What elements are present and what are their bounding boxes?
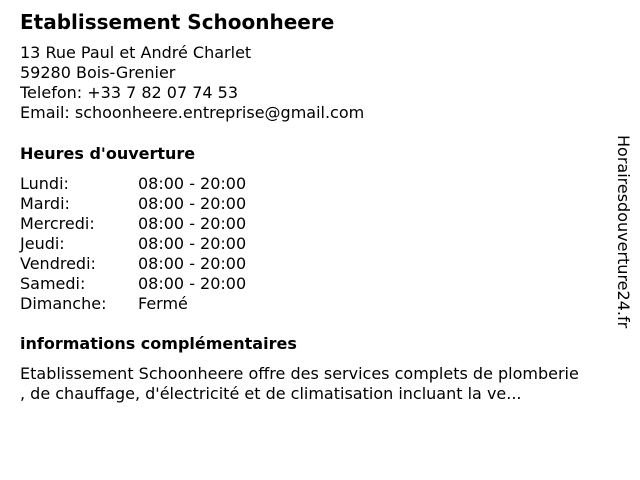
hours-time: 08:00 - 20:00	[138, 174, 247, 193]
contact-block	[20, 43, 364, 123]
hours-row-wednesday	[20, 214, 320, 234]
hours-row-tuesday	[20, 194, 320, 214]
hours-day: Samedi:	[20, 274, 86, 293]
hours-day: Vendredi:	[20, 254, 96, 273]
business-name: Etablissement Schoonheere	[20, 10, 335, 34]
hours-time: 08:00 - 20:00	[138, 234, 247, 253]
description-line: , de chauffage, d'électricité et de climatisation incluant la ve...	[20, 384, 522, 403]
hours-time: 08:00 - 20:00	[138, 254, 247, 273]
description-line: Etablissement Schoonheere offre des services complets de plomberie	[20, 364, 579, 383]
hours-row-monday	[20, 174, 320, 194]
business-description	[20, 364, 625, 404]
hours-row-friday	[20, 254, 320, 274]
hours-day: Mercredi:	[20, 214, 95, 233]
email-line: Email: schoonheere.entreprise@gmail.com	[20, 103, 365, 122]
hours-heading: Heures d'ouverture	[20, 144, 196, 163]
hours-time: 08:00 - 20:00	[138, 274, 247, 293]
hours-row-saturday	[20, 274, 320, 294]
hours-time: 08:00 - 20:00	[138, 194, 247, 213]
phone-line: Telefon: +33 7 82 07 74 53	[20, 83, 239, 102]
address-street: 13 Rue Paul et André Charlet	[20, 43, 252, 62]
hours-day: Dimanche:	[20, 294, 107, 313]
site-watermark: Horairesdouverture24.fr	[614, 135, 633, 329]
info-heading: informations complémentaires	[20, 334, 297, 353]
hours-time: 08:00 - 20:00	[138, 214, 247, 233]
address-city: 59280 Bois-Grenier	[20, 63, 176, 82]
hours-day: Jeudi:	[20, 234, 65, 253]
hours-row-thursday	[20, 234, 320, 254]
hours-day: Lundi:	[20, 174, 69, 193]
hours-day: Mardi:	[20, 194, 70, 213]
hours-time: Fermé	[138, 294, 188, 313]
hours-table	[20, 174, 320, 314]
hours-row-sunday	[20, 294, 320, 314]
